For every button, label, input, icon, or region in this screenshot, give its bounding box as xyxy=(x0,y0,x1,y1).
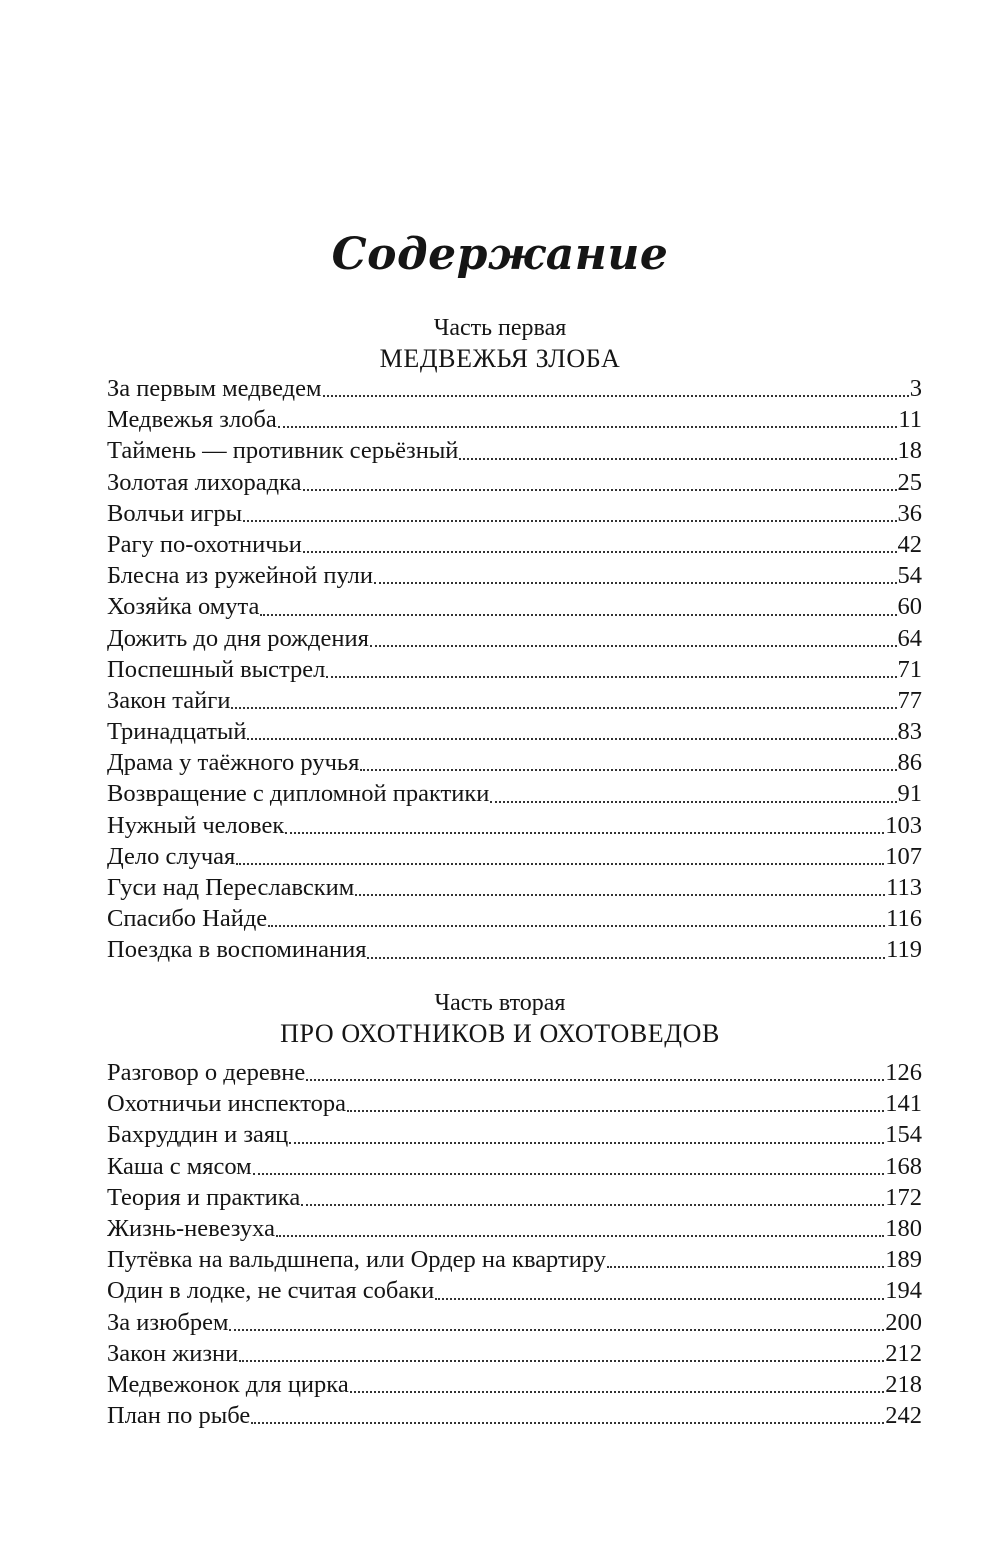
dot-leader xyxy=(367,934,885,965)
page-number: 18 xyxy=(897,437,922,465)
page-number: 36 xyxy=(897,499,922,527)
dot-leader xyxy=(370,623,897,654)
toc-entry xyxy=(107,1119,922,1150)
dot-leader xyxy=(260,591,896,622)
entry-title: Тринадцатый xyxy=(107,718,247,746)
entry-title: Гуси над Переславским xyxy=(107,874,355,901)
page-number: 107 xyxy=(885,842,922,870)
page-number: 194 xyxy=(885,1277,922,1305)
toc-entry xyxy=(107,872,922,903)
toc-entry xyxy=(107,1369,922,1400)
dot-leader xyxy=(236,841,884,872)
page-number: 116 xyxy=(886,905,922,933)
dot-leader xyxy=(326,654,896,685)
toc-entry xyxy=(107,435,922,466)
dot-leader xyxy=(243,498,896,529)
page-number: 86 xyxy=(897,749,922,777)
toc-entry xyxy=(107,1088,922,1119)
toc-entry xyxy=(107,529,922,560)
toc-entry xyxy=(107,1307,922,1338)
dot-leader xyxy=(239,1338,884,1369)
entry-title: Спасибо Найде xyxy=(107,905,268,933)
page-number: 83 xyxy=(897,718,922,746)
page-number: 154 xyxy=(885,1121,922,1149)
toc-entry xyxy=(107,1182,922,1213)
entry-title: Медвежонок для цирка xyxy=(107,1370,349,1398)
dot-leader xyxy=(247,716,896,747)
part-one-label: Часть первая xyxy=(433,315,567,341)
entry-title: Медвежья злоба xyxy=(107,406,277,434)
entry-title: Блесна из ружейной пули xyxy=(107,562,374,590)
dot-leader xyxy=(285,810,884,841)
page-number: 172 xyxy=(885,1183,922,1211)
entry-title: Жизнь-невезуха xyxy=(107,1214,275,1242)
toc-entry xyxy=(107,560,922,591)
toc-entry xyxy=(107,623,922,654)
entry-title: Дожить до дня рождения xyxy=(107,624,369,652)
page-number: 200 xyxy=(885,1308,922,1336)
page-number: 71 xyxy=(897,655,922,683)
toc-entry xyxy=(107,903,922,934)
page-number: 141 xyxy=(885,1090,922,1118)
entry-title: Бахруддин и заяц xyxy=(107,1121,289,1149)
toc-entry xyxy=(107,810,922,841)
page-number: 64 xyxy=(897,624,922,652)
dot-leader xyxy=(253,1151,885,1182)
page-number: 54 xyxy=(897,562,922,590)
page-number: 189 xyxy=(885,1246,922,1274)
dot-leader xyxy=(350,1369,885,1400)
entry-title: Закон жизни xyxy=(107,1339,239,1367)
entry-title: Поспешный выстрел xyxy=(107,655,326,683)
dot-leader xyxy=(251,1400,884,1431)
page-number: 218 xyxy=(885,1370,922,1398)
entry-title: Каша с мясом xyxy=(107,1152,252,1180)
toc-entry xyxy=(107,467,922,498)
dot-leader xyxy=(278,404,898,435)
toc-entry xyxy=(107,1244,922,1275)
toc-entry xyxy=(107,654,922,685)
page-number: 103 xyxy=(885,811,922,839)
entry-title: Золотая лихорадка xyxy=(107,468,302,496)
dot-leader xyxy=(374,560,896,591)
toc-entry xyxy=(107,934,922,965)
entry-title: Поездка в воспоминания xyxy=(107,936,367,964)
part-one-contents xyxy=(107,373,922,966)
page-number: 113 xyxy=(886,874,922,901)
toc-entry xyxy=(107,685,922,716)
dot-leader xyxy=(268,903,885,934)
dot-leader xyxy=(303,529,897,560)
toc-entry xyxy=(107,1400,922,1431)
dot-leader xyxy=(360,747,896,778)
entry-title: Разговор о деревне xyxy=(107,1059,306,1086)
page-number: 42 xyxy=(897,530,922,558)
part-two-name: ПРО ОХОТНИКОВ И ОХОТОВЕДОВ xyxy=(280,1019,720,1048)
entry-title: Волчьи игры xyxy=(107,499,243,527)
toc-entry xyxy=(107,498,922,529)
part-two-label: Часть вторая xyxy=(434,990,566,1016)
entry-title: Теория и практика xyxy=(107,1183,301,1211)
entry-title: Хозяйка омута xyxy=(107,593,260,621)
toc-entry xyxy=(107,591,922,622)
dot-leader xyxy=(607,1244,884,1275)
entry-title: За изюбрем xyxy=(107,1308,229,1336)
page-number: 91 xyxy=(897,780,922,808)
dot-leader xyxy=(323,373,909,404)
toc-entry xyxy=(107,747,922,778)
toc-entry xyxy=(107,1213,922,1244)
entry-title: Закон тайги xyxy=(107,686,231,714)
page-number: 60 xyxy=(897,593,922,621)
page-number: 11 xyxy=(898,406,922,434)
toc-entry xyxy=(107,716,922,747)
entry-title: Дело случая xyxy=(107,842,236,870)
dot-leader xyxy=(301,1182,884,1213)
toc-entry xyxy=(107,778,922,809)
dot-leader xyxy=(276,1213,884,1244)
toc-entry xyxy=(107,1275,922,1306)
dot-leader xyxy=(229,1307,884,1338)
page-number: 126 xyxy=(885,1059,922,1086)
entry-title: Путёвка на вальдшнепа, или Ордер на квартиру xyxy=(107,1246,606,1274)
dot-leader xyxy=(459,435,896,466)
page-title: Содержание xyxy=(331,229,669,280)
toc-entry xyxy=(107,841,922,872)
toc-entry xyxy=(107,373,922,404)
page-number: 180 xyxy=(885,1214,922,1242)
entry-title: Таймень — противник серьёзный xyxy=(107,437,459,465)
toc-entry xyxy=(107,404,922,435)
page-number: 25 xyxy=(897,468,922,496)
page-number: 242 xyxy=(885,1402,922,1430)
entry-title: Один в лодке, не считая собаки xyxy=(107,1277,435,1305)
toc-entry xyxy=(107,1057,922,1088)
dot-leader xyxy=(306,1057,884,1088)
entry-title: Охотничьи инспектора xyxy=(107,1090,347,1118)
page-number: 3 xyxy=(909,375,922,402)
part-two-contents xyxy=(107,1057,922,1431)
entry-title: Драма у таёжного ручья xyxy=(107,749,360,777)
entry-title: План по рыбе xyxy=(107,1402,251,1430)
entry-title: Рагу по-охотничьи xyxy=(107,530,302,558)
entry-title: Нужный человек xyxy=(107,811,285,839)
dot-leader xyxy=(490,778,896,809)
dot-leader xyxy=(347,1088,884,1119)
entry-title: За первым медведем xyxy=(107,375,322,402)
entry-title: Возвращение с дипломной практики xyxy=(107,780,490,808)
page-number: 77 xyxy=(897,686,922,714)
page-number: 119 xyxy=(886,936,922,964)
toc-entry xyxy=(107,1151,922,1182)
page-number: 168 xyxy=(885,1152,922,1180)
dot-leader xyxy=(231,685,896,716)
dot-leader xyxy=(435,1275,884,1306)
toc-entry xyxy=(107,1338,922,1369)
dot-leader xyxy=(303,467,897,498)
page-number: 212 xyxy=(885,1339,922,1367)
part-one-name: МЕДВЕЖЬЯ ЗЛОБА xyxy=(379,344,621,373)
dot-leader xyxy=(289,1119,884,1150)
dot-leader xyxy=(355,872,885,903)
